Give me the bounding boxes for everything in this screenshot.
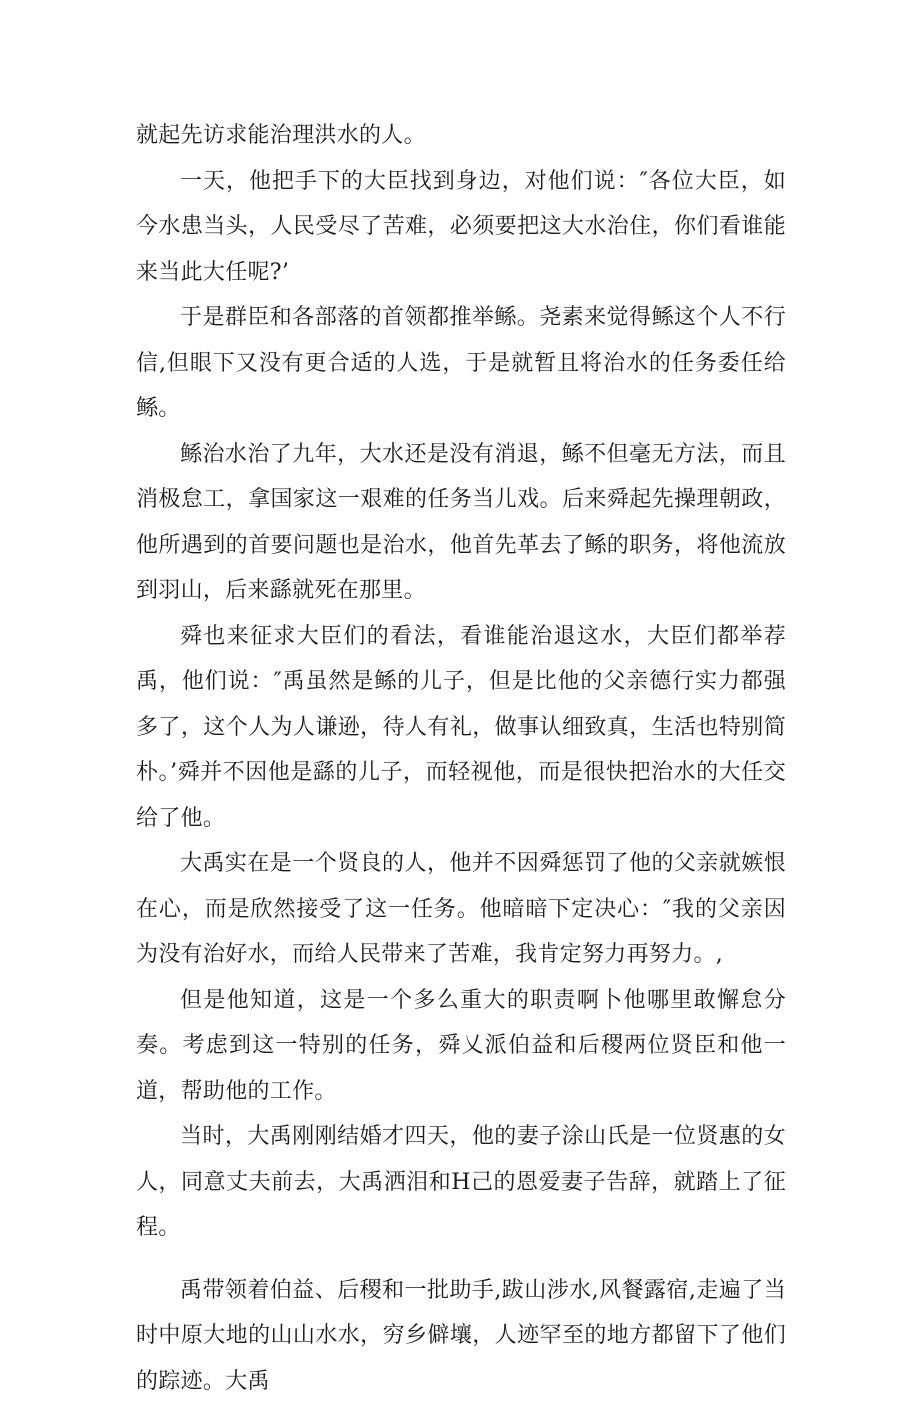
paragraph-yu-recommended: 舜也来征求大臣们的看法，看谁能治退这水，大臣们都举荐禹，他们说：″禹虽然是鲧的儿子，但是比他的父亲德行实力都强多了，这个人为人谦逊，待人有礼，做事认细致真，生活也特别简朴。’舜并不因他是繇的儿子，而轻视他，而是很快把治水的大任交给了他。 <box>136 614 786 842</box>
paragraph-journey: 禹带领着伯益、后稷和一批助手,跋山涉水,风餐露宿,走遍了当时中原大地的山山水水，穷乡僻壤，人迹罕至的地方都留下了他们的踪迹。大禹 <box>136 1268 786 1404</box>
paragraph-minister-meeting: 一天，他把手下的大臣找到身边，对他们说：″各位大臣，如今水患当头，人民受尽了苦难，必须要把这大水治住，你们看谁能来当此大任呢?’ <box>136 159 786 296</box>
paragraph-continuation: 就起先访求能治理洪水的人。 <box>136 113 786 159</box>
paragraph-farewell-wife: 当时，大禹刚刚结婚才四天，他的妻子涂山氏是一位贤惠的女人，同意丈夫前去，大禹洒泪和H己的恩爱妻子告辞，就踏上了征程。 <box>136 1114 786 1251</box>
paragraph-yu-accepts: 大禹实在是一个贤良的人，他并不因舜惩罚了他的父亲就嫉恨在心，而是欣然接受了这一任务。他暗暗下定决心：″我的父亲因为没有治好水，而给人民带来了苦难，我肯定努力再努力。, <box>136 841 786 978</box>
paragraph-helpers-assigned: 但是他知道，这是一个多么重大的职责啊卜他哪里敢懈怠分奏。考虑到这一特别的任务，舜乂派伯益和后稷两位贤臣和他一道，帮助他的工作。 <box>136 978 786 1115</box>
paragraph-gun-fails: 鲧治水治了九年，大水还是没有消退，鲧不但毫无方法，而且消极怠工，拿国家这一艰难的任务当儿戏。后来舜起先操理朝政，他所遇到的首要问题也是治水，他首先革去了鲧的职务，将他流放到羽山，后来繇就死在那里。 <box>136 432 786 614</box>
paragraph-gun-nominated: 于是群臣和各部落的首领都推举鲧。尧素来觉得鲧这个人不行信,但眼下又没有更合适的人选，于是就暂且将治水的任务委任给鲧。 <box>136 295 786 432</box>
